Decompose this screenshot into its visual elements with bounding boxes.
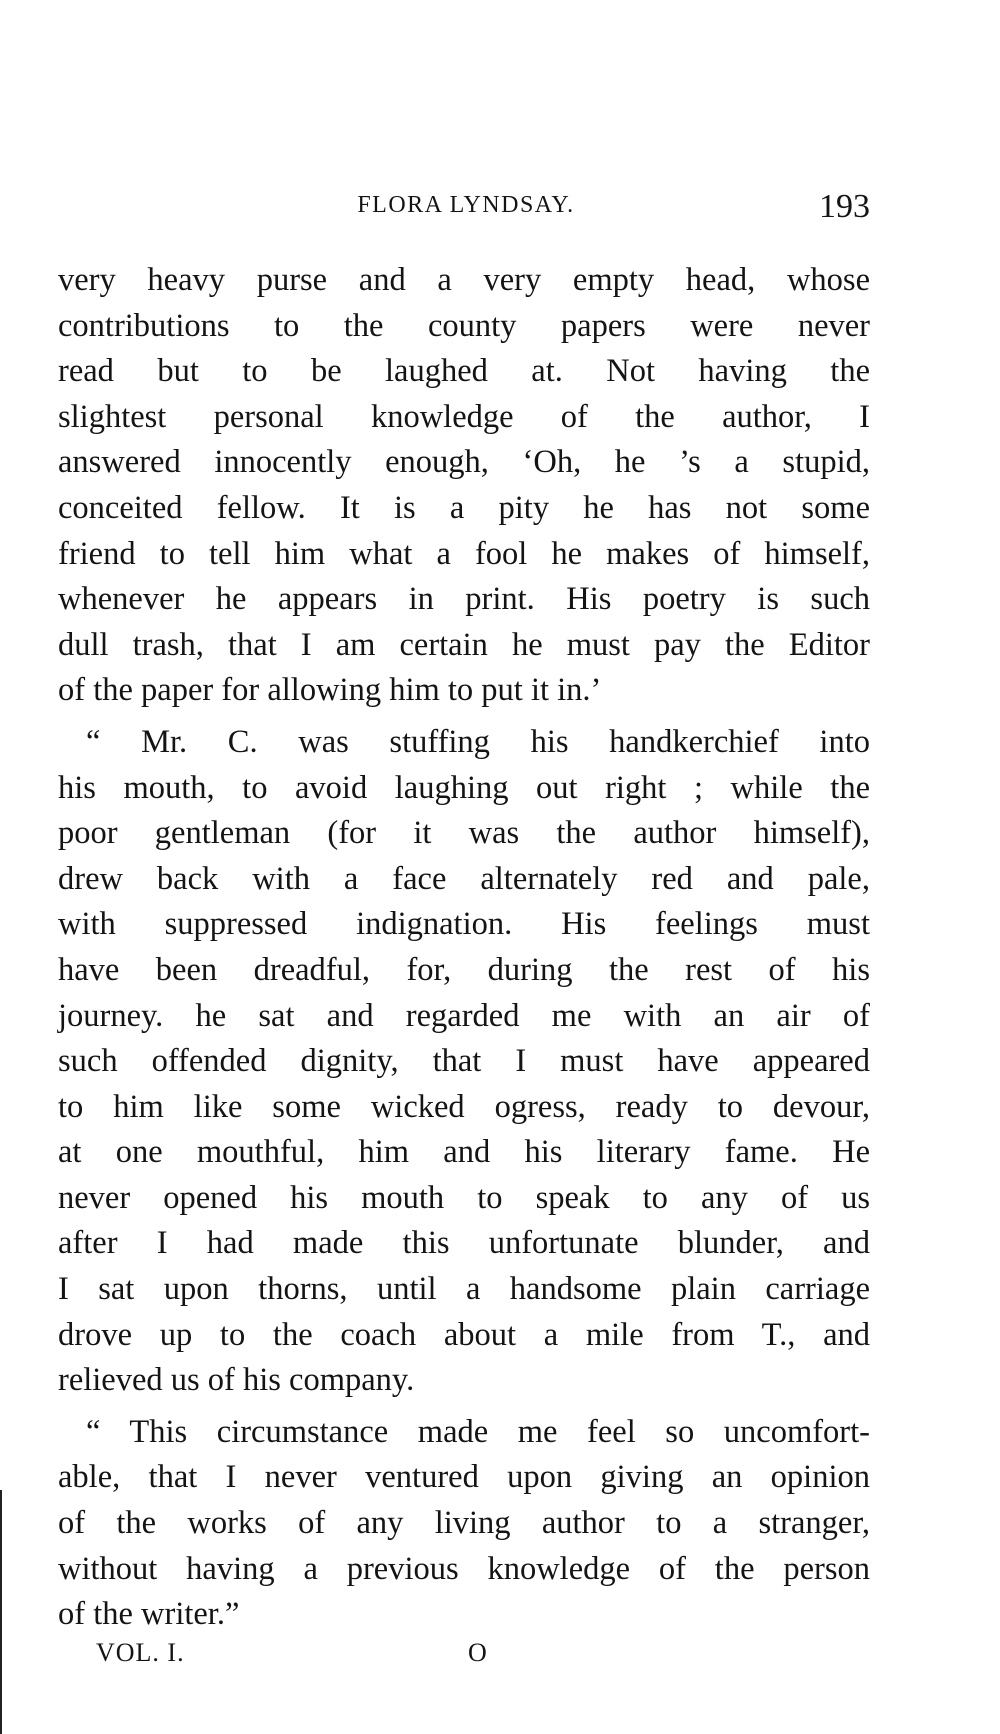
- text-line: with suppressed indignation. His feelings must: [58, 906, 870, 943]
- paragraph-2: [58, 720, 870, 1404]
- page-number: 193: [819, 188, 870, 225]
- text-line: relieved us of his company.: [58, 1362, 415, 1399]
- text-line: never opened his mouth to speak to any of us: [58, 1179, 870, 1216]
- text-line: friend to tell him what a fool he makes of himself,: [58, 535, 870, 572]
- text-line: slightest personal knowledge of the author, I: [58, 398, 870, 435]
- text-line: to him like some wicked ogress, ready to devour,: [58, 1088, 870, 1125]
- volume-mark: VOL. I.: [96, 1638, 185, 1667]
- text-line: read but to be laughed at. Not having the: [58, 353, 870, 390]
- text-line: whenever he appears in print. His poetry is such: [58, 581, 870, 618]
- page-footer: [62, 1638, 870, 1678]
- text-line: such offended dignity, that I must have appeared: [58, 1043, 870, 1080]
- text-line: able, that I never ventured upon giving an opinion: [58, 1459, 870, 1496]
- text-line: have been dreadful, for, during the rest of his: [58, 951, 870, 988]
- text-line: poor gentleman (for it was the author himself),: [58, 815, 870, 852]
- text-line: of the works of any living author to a stranger,: [58, 1505, 870, 1542]
- scan-edge-line: [0, 1490, 2, 1734]
- text-line: after I had made this unfortunate blunder, and: [58, 1225, 870, 1262]
- body-text: [58, 258, 870, 1638]
- text-line: contributions to the county papers were never: [58, 307, 870, 344]
- text-line: journey. he sat and regarded me with an air of: [58, 997, 870, 1034]
- paragraph-3: [58, 1410, 870, 1638]
- text-line: dull trash, that I am certain he must pay the Editor: [58, 626, 870, 663]
- signature-mark: O: [468, 1638, 487, 1667]
- text-line: at one mouthful, him and his literary fame. He: [58, 1134, 870, 1171]
- running-head: [62, 188, 870, 228]
- text-line: I sat upon thorns, until a handsome plain carriage: [58, 1271, 870, 1308]
- text-line: of the paper for allowing him to put it in.’: [58, 672, 602, 709]
- text-line: without having a previous knowledge of the person: [58, 1550, 870, 1587]
- text-line: “ This circumstance made me feel so uncomfort-: [86, 1413, 870, 1450]
- paragraph-1: [58, 258, 870, 714]
- text-line: conceited fellow. It is a pity he has not some: [58, 489, 870, 526]
- text-line: very heavy purse and a very empty head, whose: [58, 262, 870, 298]
- text-line: of the writer.”: [58, 1596, 240, 1633]
- text-line: drew back with a face alternately red and pale,: [58, 860, 870, 897]
- text-line: drove up to the coach about a mile from T., and: [58, 1316, 870, 1353]
- text-line: “ Mr. C. was stuffing his handkerchief into: [86, 723, 870, 760]
- text-line: answered innocently enough, ‘Oh, he ’s a stupid,: [58, 444, 870, 481]
- text-line: his mouth, to avoid laughing out right ; while the: [58, 769, 870, 806]
- running-title: FLORA LYNDSAY.: [357, 192, 575, 218]
